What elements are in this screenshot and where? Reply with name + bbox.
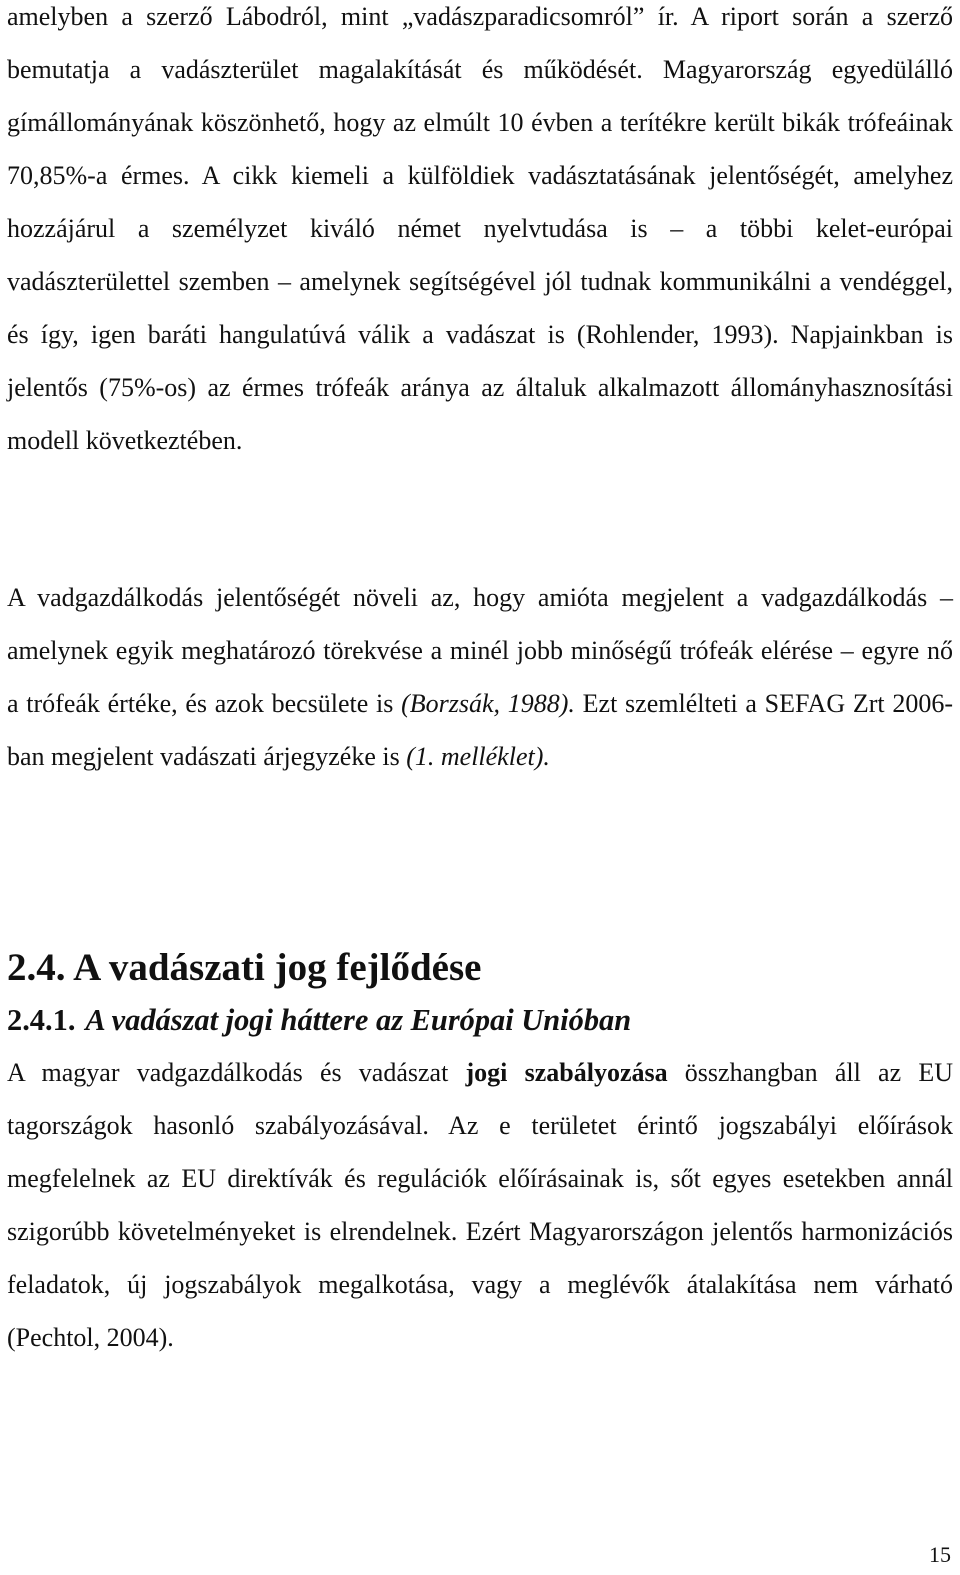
paragraph-legal-regulation: [7, 1046, 953, 1364]
emphasis-legal-regulation: jogi szabályozása: [465, 1058, 668, 1087]
citation-borzsak: (Borzsák, 1988).: [401, 689, 575, 718]
paragraph-text-continued: Ezt szemlélteti a SEFAG Zrt 2006-ban megjelent vadászati árjegyzéke is: [7, 689, 953, 771]
subsection-heading: [7, 994, 953, 1047]
section-heading: 2.4. A vadászati jog fejlődése: [7, 946, 482, 989]
paragraph-trophy-value: [7, 571, 953, 783]
subsection-number: 2.4.1.: [7, 1003, 76, 1037]
paragraph-text: A magyar vadgazdálkodás és vadászat: [7, 1058, 466, 1087]
annex-reference: (1. melléklet).: [406, 742, 550, 771]
paragraph-lab-hunting-report: amelyben a szerző Lábodról, mint „vadászparadicsomról” ír. A riport során a szerző bemutatja a vadászterület magalakítását és működését. Magyarország egyedülálló gímállományának köszönhető, hogy az elmúlt 10 évben a terítékre került bikák trófeáinak 70,85%-a érmes. A cikk kiemeli a külföldiek vadásztatásának jelentőségét, amelyhez hozzájárul a személyzet kiváló német nyelvtudása is – a többi kelet-európai vadászterülettel szemben – amelynek segítségével jól tudnak kommunikálni a vendéggel, és így, igen baráti hangulatúvá válik a vadászat is (Rohlender, 1993). Napjainkban is jelentős (75%-os) az érmes trófeák aránya az általuk alkalmazott állományhasznosítási modell következtében.: [7, 2, 953, 455]
paragraph-text: A vadgazdálkodás jelentőségét növeli az, hogy amióta megjelent a vadgazdálkodás – amelynek egyik meghatározó törekvése a minél jobb minőségű trófeák elérése – egyre nő a trófeák értéke, és azok becsülete is: [7, 583, 953, 718]
subsection-title: A vadászat jogi háttere az Európai Unióban: [85, 1003, 632, 1037]
paragraph-text-continued: összhangban áll az EU tagországok hasonló szabályozásával. Az e területet érintő jogszabályi előírások megfelelnek az EU direktívák és regulációk előírásainak is, sőt egyes esetekben annál szigorúbb követelményeket is elrendelnek. Ezért Magyarországon jelentős harmonizációs feladatok, új jogszabályok megalkotása, vagy a meglévők átalakítása nem várható (Pechtol, 2004).: [7, 1058, 953, 1352]
page-number: 15: [929, 1542, 951, 1567]
